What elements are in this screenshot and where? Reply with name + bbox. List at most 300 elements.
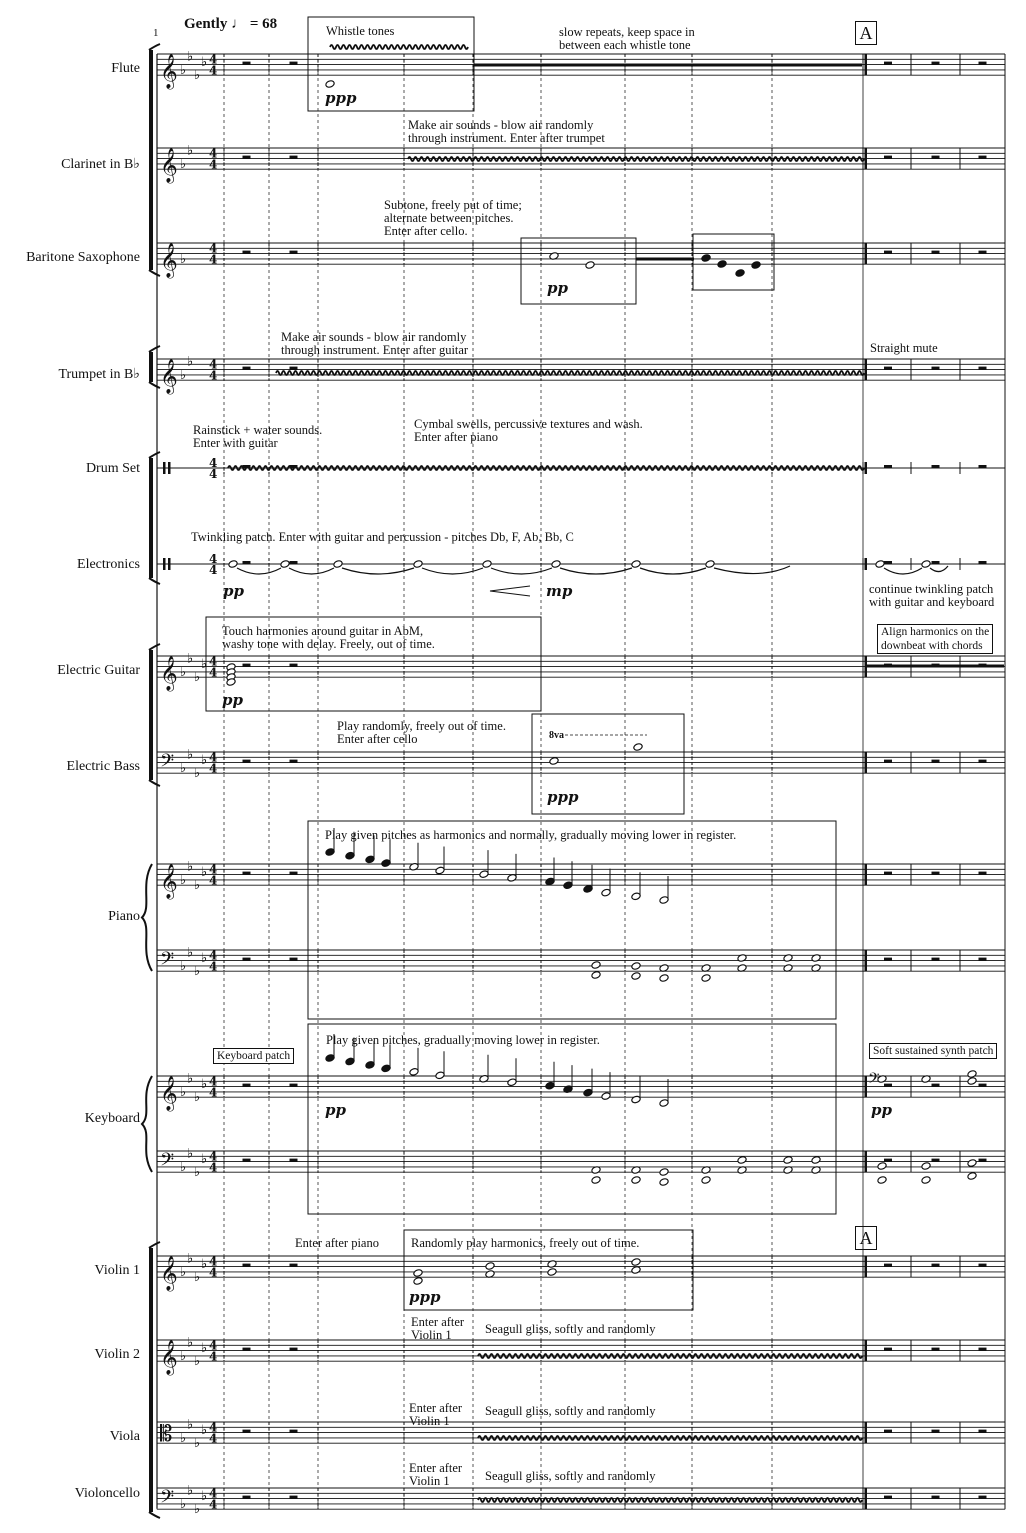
annotation-cello-enter: Enter after Violin 1 (409, 1461, 463, 1488)
annotation-straight-mute: Straight mute (870, 341, 938, 355)
time-signature-top: 4 (209, 1420, 218, 1435)
time-signature-top: 4 (209, 52, 218, 67)
keyboard-bass-notehead (631, 1176, 641, 1185)
whole-rest-icon (884, 561, 892, 564)
whole-rest-icon (979, 1430, 987, 1433)
bracket-hook (149, 382, 160, 388)
annotation-sax: Subtone, freely put of time; alternate between pitches. Enter after cello. (384, 198, 522, 238)
electronics-notehead (631, 560, 641, 569)
key-flat-icon: ♭ (194, 1270, 201, 1286)
key-flat-icon: ♭ (194, 1354, 201, 1370)
tempo-value: = 68 (249, 16, 278, 32)
instrument-bracket (149, 50, 153, 270)
instrument-bracket (149, 650, 153, 780)
whole-rest-icon (884, 1159, 892, 1162)
electronics-notehead (280, 560, 290, 569)
bracket-hook (149, 346, 160, 352)
key-flat-icon: ♭ (194, 68, 201, 84)
whole-rest-icon (884, 251, 892, 254)
whole-rest-icon (932, 1159, 940, 1162)
time-signature-top: 4 (209, 862, 218, 877)
piano-bass-notehead (659, 974, 669, 983)
whole-rest-icon (932, 561, 940, 564)
violin1-harmonic-notehead (413, 1269, 423, 1278)
whole-rest-icon (884, 760, 892, 763)
key-flat-icon: ♭ (180, 872, 187, 888)
percussion-clef-icon (168, 558, 171, 570)
key-flat-icon: ♭ (201, 752, 208, 768)
time-signature-bottom: 4 (209, 665, 218, 680)
label-violin2: Violin 2 (94, 1347, 140, 1362)
piano-bass-notehead (591, 961, 601, 970)
whole-rest-icon (979, 958, 987, 961)
key-flat-icon: ♭ (201, 656, 208, 672)
time-signature-bottom: 4 (209, 1085, 218, 1100)
time-signature-bottom: 4 (209, 959, 218, 974)
annotation-viola-seagull: Seagull gliss, softly and randomly (485, 1404, 656, 1418)
keyboard-bass-notehead (659, 1168, 669, 1177)
whole-rest-icon (884, 1348, 892, 1351)
whole-rest-icon (243, 1496, 251, 1499)
dynamic-keyboard: pp (325, 1101, 346, 1119)
whole-rest-icon (884, 1264, 892, 1267)
instruction-box (308, 821, 836, 1019)
tie-curve (714, 566, 790, 574)
whole-rest-icon (884, 1430, 892, 1433)
rehearsal-mark-top: A (855, 21, 877, 45)
whole-rest-icon (979, 1159, 987, 1162)
annotation-align-harmonics: Align harmonics on the downbeat with chords (877, 624, 993, 654)
whole-rest-icon (979, 1264, 987, 1267)
label-piano: Piano (108, 909, 140, 924)
whole-rest-icon (290, 1348, 298, 1351)
violin1-harmonic-notehead (547, 1268, 557, 1277)
bracket-hook (149, 44, 160, 50)
synth-notehead (921, 1162, 931, 1171)
key-flat-icon: ♭ (201, 54, 208, 70)
whole-rest-icon (290, 872, 298, 875)
time-signature-top: 4 (209, 357, 218, 372)
piano-bass-notehead (591, 971, 601, 980)
dynamic-bass: ppp (547, 788, 579, 806)
whole-rest-icon (243, 958, 251, 961)
label-violin1: Violin 1 (94, 1263, 140, 1278)
tie-curve (422, 568, 483, 574)
time-signature-bottom: 4 (209, 157, 218, 172)
trumpet-air-wavy-line (276, 371, 864, 375)
instruction-box (308, 1024, 836, 1214)
tie-curve (560, 568, 632, 574)
drum-wavy-line (228, 466, 864, 470)
annotation-cymbal: Cymbal swells, percussive textures and wash. Enter after piano (414, 417, 643, 444)
bass-clef-icon: 𝄢 (160, 1487, 175, 1512)
alto-clef-icon: 𝄡 (160, 1422, 173, 1447)
instruction-box (693, 234, 774, 290)
annotation-slow-repeats: slow repeats, keep space in between each whistle tone (559, 25, 695, 52)
whole-rest-icon (884, 872, 892, 875)
percussion-clef-icon (168, 462, 171, 474)
label-cello: Violoncello (74, 1486, 140, 1501)
tie-curve (342, 568, 414, 574)
treble-clef-icon: 𝄞 (160, 1256, 178, 1291)
treble-clef-icon: 𝄞 (160, 864, 178, 899)
label-clarinet: Clarinet in B♭ (61, 157, 140, 172)
bracket-hook (149, 1512, 160, 1518)
keyboard-bass-notehead (701, 1176, 711, 1185)
time-signature-bottom: 4 (209, 1431, 218, 1446)
bass-clef-icon: 𝄢 (160, 949, 175, 974)
bass-notehead (549, 757, 559, 766)
tie-curve (884, 568, 922, 574)
dynamic-electronics-mp: mp (546, 582, 573, 600)
key-flat-icon: ♭ (187, 49, 194, 65)
whole-rest-icon (932, 1496, 940, 1499)
electronics-notehead (705, 560, 715, 569)
key-flat-icon: ♭ (180, 251, 187, 267)
whole-rest-icon (884, 1084, 892, 1087)
annotation-piano: Play given pitches as harmonics and normally, gradually moving lower in register. (325, 828, 737, 842)
viola-seagull-wavy (478, 1436, 862, 1440)
whole-rest-icon (243, 1348, 251, 1351)
time-signature-top: 4 (209, 654, 218, 669)
key-flat-icon: ♭ (187, 1146, 194, 1162)
key-flat-icon: ♭ (180, 760, 187, 776)
annotation-whistle-tones: Whistle tones (326, 24, 395, 38)
whole-rest-icon (979, 760, 987, 763)
label-trumpet: Trumpet in B♭ (58, 367, 140, 382)
time-signature-top: 4 (209, 1149, 218, 1164)
whole-rest-icon (979, 465, 987, 468)
time-signature-top: 4 (209, 241, 218, 256)
sax-notehead (585, 261, 595, 270)
electronics-notehead (482, 560, 492, 569)
whole-rest-icon (979, 62, 987, 65)
synth-notehead (921, 1176, 931, 1185)
whistle-wavy-line (330, 45, 468, 49)
electronics-notehead (551, 560, 561, 569)
treble-clef-icon: 𝄞 (160, 54, 178, 89)
time-signature-bottom: 4 (209, 368, 218, 383)
keyboard-bass-notehead (811, 1156, 821, 1165)
time-signature-bottom: 4 (209, 63, 218, 78)
label-guitar: Electric Guitar (57, 663, 140, 678)
ottava-mark: 8va (549, 730, 564, 741)
time-signature-bottom: 4 (209, 467, 218, 481)
percussion-clef-icon (163, 462, 166, 474)
key-flat-icon: ♭ (180, 367, 187, 383)
annotation-clarinet: Make air sounds - blow air randomly through instrument. Enter after trumpet (408, 118, 605, 145)
percussion-clef-icon (163, 558, 166, 570)
time-signature-top: 4 (209, 1254, 218, 1269)
bracket-hook (149, 270, 160, 276)
whole-rest-icon (979, 367, 987, 370)
key-flat-icon: ♭ (187, 859, 194, 875)
key-flat-icon: ♭ (180, 62, 187, 78)
whole-rest-icon (243, 561, 251, 564)
label-drum-set: Drum Set (85, 461, 140, 476)
whole-rest-icon (243, 62, 251, 65)
label-viola: Viola (109, 1429, 140, 1444)
whole-rest-icon (243, 1084, 251, 1087)
electronics-notehead (875, 560, 885, 569)
whole-rest-icon (243, 251, 251, 254)
synth-notehead (877, 1176, 887, 1185)
tie-curve (289, 568, 334, 574)
tie-curve (640, 568, 706, 574)
piano-bass-notehead (631, 972, 641, 981)
annotation-keyboard: Play given pitches, gradually moving lower in register. (326, 1033, 600, 1047)
key-flat-icon: ♭ (187, 354, 194, 370)
grand-staff-brace (142, 1076, 152, 1172)
electronics-notehead (413, 560, 423, 569)
key-flat-icon: ♭ (180, 1348, 187, 1364)
whole-rest-icon (932, 958, 940, 961)
whole-rest-icon (979, 561, 987, 564)
annotation-guitar: Touch harmonies around guitar in AbM, washy tone with delay. Freely, out of time. (222, 624, 435, 651)
whole-rest-icon (243, 760, 251, 763)
piano-bass-notehead (631, 962, 641, 971)
key-flat-icon: ♭ (187, 1071, 194, 1087)
time-signature-bottom: 4 (209, 1160, 218, 1175)
tie-curve (491, 568, 552, 574)
key-flat-icon: ♭ (180, 1496, 187, 1512)
treble-clef-icon: 𝄞 (160, 1076, 178, 1111)
key-flat-icon: ♭ (194, 1090, 201, 1106)
synth-notehead (877, 1162, 887, 1171)
synth-notehead (967, 1077, 977, 1086)
time-signature-bottom: 4 (209, 873, 218, 888)
instrument-bracket (149, 458, 153, 578)
key-flat-icon: ♭ (201, 1076, 208, 1092)
key-flat-icon: ♭ (194, 1165, 201, 1181)
key-flat-icon: ♭ (187, 1335, 194, 1351)
time-signature-bottom: 4 (209, 252, 218, 267)
annotation-v2-enter: Enter after Violin 1 (411, 1315, 465, 1342)
whole-rest-icon (290, 561, 298, 564)
key-flat-icon: ♭ (194, 1436, 201, 1452)
whole-rest-icon (979, 156, 987, 159)
whole-rest-icon (932, 251, 940, 254)
tie-curve (237, 568, 281, 574)
bracket-hook (149, 452, 160, 458)
key-flat-icon: ♭ (194, 670, 201, 686)
tempo-word: Gently (184, 16, 228, 32)
key-flat-icon: ♭ (180, 1430, 187, 1446)
whole-rest-icon (979, 251, 987, 254)
sax-notehead (751, 261, 761, 270)
tie-curve (930, 566, 948, 572)
whole-rest-icon (932, 760, 940, 763)
key-flat-icon: ♭ (187, 143, 194, 159)
label-electronics: Electronics (77, 557, 140, 572)
key-flat-icon: ♭ (201, 950, 208, 966)
whole-rest-icon (290, 1430, 298, 1433)
whole-rest-icon (243, 367, 251, 370)
grand-staff-brace (142, 864, 152, 971)
key-flat-icon: ♭ (194, 766, 201, 782)
time-signature-top: 4 (209, 750, 218, 765)
key-flat-icon: ♭ (201, 1151, 208, 1167)
keyboard-bass-notehead (737, 1156, 747, 1165)
key-flat-icon: ♭ (180, 958, 187, 974)
bracket-hook (149, 644, 160, 650)
electronics-notehead (228, 560, 238, 569)
sax-notehead (701, 254, 711, 263)
whole-rest-icon (979, 872, 987, 875)
whole-rest-icon (884, 156, 892, 159)
whole-rest-icon (243, 1159, 251, 1162)
key-flat-icon: ♭ (201, 1488, 208, 1504)
measure-number: 1 (153, 27, 159, 39)
whole-rest-icon (932, 1348, 940, 1351)
annotation-cello-seagull: Seagull gliss, softly and randomly (485, 1469, 656, 1483)
annotation-electronics: Twinkling patch. Enter with guitar and percussion - pitches Db, F, Ab, Bb, C (191, 530, 574, 544)
whole-rest-icon (290, 367, 298, 370)
dynamic-flute: ppp (325, 89, 357, 107)
whole-rest-icon (243, 872, 251, 875)
whole-rest-icon (979, 1496, 987, 1499)
key-flat-icon: ♭ (194, 964, 201, 980)
whole-rest-icon (290, 156, 298, 159)
violin1-harmonic-notehead (413, 1277, 423, 1286)
whole-rest-icon (243, 1264, 251, 1267)
time-signature-top: 4 (209, 552, 218, 566)
violin1-harmonic-notehead (631, 1258, 641, 1267)
tempo-text (184, 16, 277, 33)
bass-clef-icon: 𝄢 (160, 1150, 175, 1175)
whole-rest-icon (932, 1264, 940, 1267)
synth-notehead (967, 1159, 977, 1168)
whole-rest-icon (979, 1348, 987, 1351)
violin1-harmonic-notehead (485, 1262, 495, 1271)
annotation-trumpet: Make air sounds - blow air randomly through instrument. Enter after guitar (281, 330, 469, 357)
whole-rest-icon (290, 1084, 298, 1087)
treble-clef-icon: 𝄞 (160, 148, 178, 183)
key-flat-icon: ♭ (201, 1256, 208, 1272)
time-signature-top: 4 (209, 456, 218, 470)
whole-rest-icon (243, 156, 251, 159)
whole-rest-icon (932, 156, 940, 159)
key-flat-icon: ♭ (187, 651, 194, 667)
keyboard-bass-notehead (783, 1156, 793, 1165)
time-signature-bottom: 4 (209, 1349, 218, 1364)
whole-rest-icon (290, 664, 298, 667)
crescendo-hairpin (490, 586, 530, 596)
flute-notehead (325, 80, 335, 89)
whole-rest-icon (932, 465, 940, 468)
bass-notehead (633, 743, 643, 752)
whole-rest-icon (243, 1430, 251, 1433)
whole-rest-icon (932, 1430, 940, 1433)
key-flat-icon: ♭ (187, 747, 194, 763)
dynamic-violin1: ppp (409, 1288, 441, 1306)
annotation-violin1: Randomly play harmonics, freely out of time. (411, 1236, 640, 1250)
time-signature-top: 4 (209, 1074, 218, 1089)
annotation-twinkling-continue: continue twinkling patch with guitar and keyboard (869, 582, 995, 609)
annotation-enter-after-piano: Enter after piano (295, 1236, 379, 1250)
bracket-hook (149, 780, 160, 786)
whole-rest-icon (290, 1159, 298, 1162)
key-flat-icon: ♭ (187, 1417, 194, 1433)
synth-notehead (967, 1172, 977, 1181)
dynamic-guitar: pp (222, 691, 243, 709)
annotation-v2-seagull: Seagull gliss, softly and randomly (485, 1322, 656, 1336)
sax-notehead (717, 260, 727, 269)
bracket-hook (149, 578, 160, 584)
key-flat-icon: ♭ (201, 1422, 208, 1438)
annotation-keyboard-patch: Keyboard patch (213, 1048, 294, 1064)
bass-clef-icon: 𝄢 (160, 751, 175, 776)
annotation-viola-enter: Enter after Violin 1 (409, 1401, 463, 1428)
key-flat-icon: ♭ (187, 1251, 194, 1267)
dynamic-keyboard-synth: pp (871, 1101, 892, 1119)
rehearsal-mark-strings: A (855, 1226, 877, 1250)
piano-bass-notehead (701, 974, 711, 983)
annotation-bass: Play randomly, freely out of time. Enter after cello (337, 719, 506, 746)
electronics-notehead (921, 560, 931, 569)
whole-rest-icon (290, 958, 298, 961)
key-flat-icon: ♭ (194, 1502, 201, 1518)
whole-rest-icon (243, 664, 251, 667)
label-flute: Flute (111, 61, 140, 76)
keyboard-bass-notehead (659, 1178, 669, 1187)
whole-rest-icon (290, 1264, 298, 1267)
keyboard-bass-notehead (591, 1176, 601, 1185)
whole-rest-icon (884, 465, 892, 468)
dynamic-electronics-pp: pp (223, 582, 244, 600)
key-flat-icon: ♭ (194, 878, 201, 894)
instrument-bracket (149, 1248, 153, 1512)
time-signature-bottom: 4 (209, 1265, 218, 1280)
key-flat-icon: ♭ (201, 1340, 208, 1356)
treble-clef-icon: 𝄞 (160, 1340, 178, 1375)
whole-rest-icon (290, 1496, 298, 1499)
annotation-synth-patch: Soft sustained synth patch (869, 1043, 997, 1059)
time-signature-top: 4 (209, 1486, 218, 1501)
label-keyboard: Keyboard (84, 1111, 140, 1126)
time-signature-top: 4 (209, 1338, 218, 1353)
whole-rest-icon (290, 760, 298, 763)
electronics-notehead (333, 560, 343, 569)
whole-rest-icon (290, 251, 298, 254)
keyboard-bass-clef-change: 𝄢 (868, 1070, 880, 1091)
key-flat-icon: ♭ (180, 1084, 187, 1100)
violin2-seagull-wavy (478, 1354, 862, 1358)
synth-notehead (967, 1070, 977, 1079)
whole-rest-icon (884, 62, 892, 65)
whole-rest-icon (932, 1084, 940, 1087)
key-flat-icon: ♭ (180, 1159, 187, 1175)
time-signature-bottom: 4 (209, 761, 218, 776)
whole-rest-icon (884, 958, 892, 961)
whole-rest-icon (979, 1084, 987, 1087)
bracket-hook (149, 1242, 160, 1248)
whole-rest-icon (290, 62, 298, 65)
whole-rest-icon (884, 367, 892, 370)
annotation-rainstick: Rainstick + water sounds. Enter with guitar (193, 423, 323, 450)
clarinet-air-wavy-line (408, 157, 864, 161)
label-bass: Electric Bass (66, 759, 140, 774)
time-signature-top: 4 (209, 948, 218, 963)
whole-rest-icon (932, 872, 940, 875)
time-signature-bottom: 4 (209, 1497, 218, 1512)
treble-clef-icon: 𝄞 (160, 243, 178, 278)
key-flat-icon: ♭ (201, 864, 208, 880)
key-flat-icon: ♭ (180, 1264, 187, 1280)
whole-rest-icon (932, 367, 940, 370)
whole-rest-icon (932, 62, 940, 65)
dynamic-sax: pp (547, 279, 568, 297)
